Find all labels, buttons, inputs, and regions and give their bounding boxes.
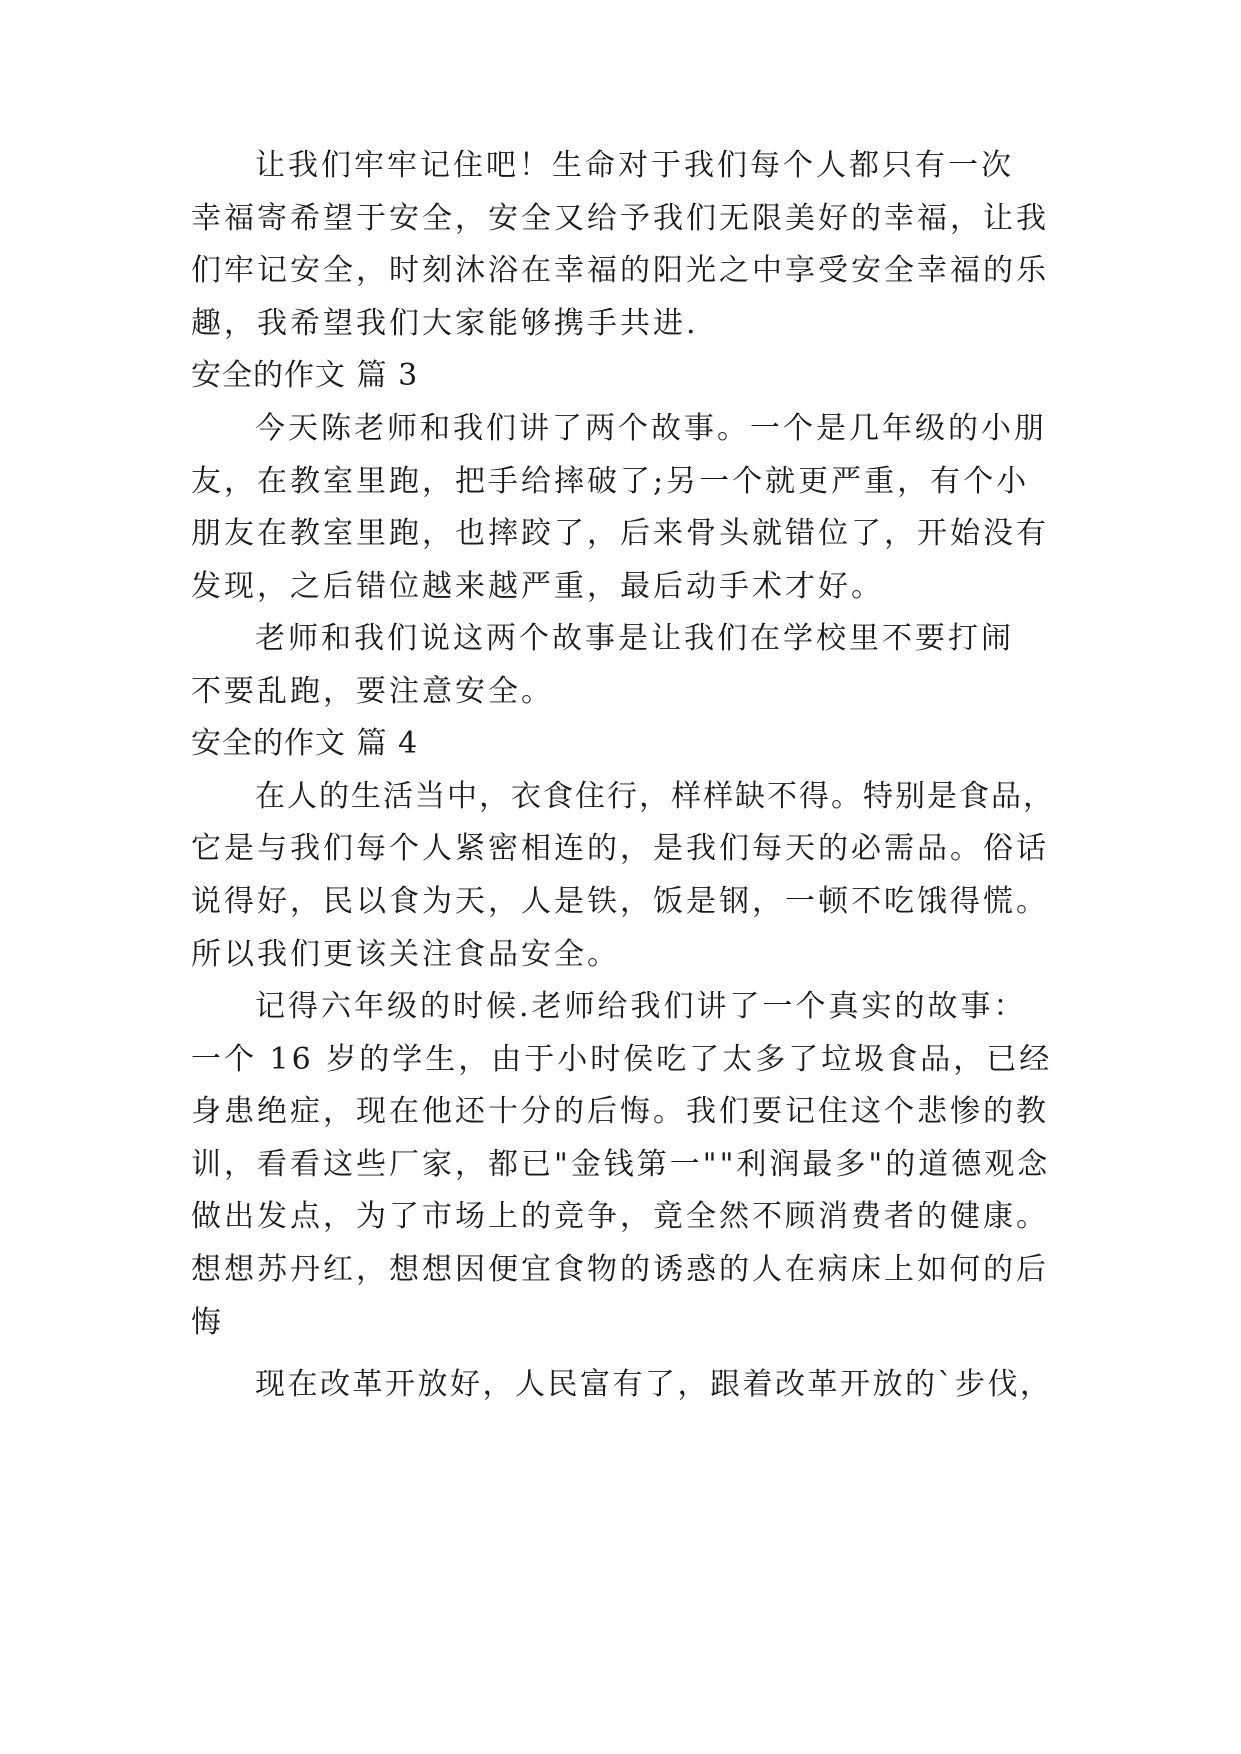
- paragraph-line: 朋友在教室里跑，也摔跤了，后来骨头就错位了，开始没有: [191, 516, 1049, 551]
- paragraph-line: 让我们牢牢记住吧！生命对于我们每个人都只有一次: [255, 148, 1014, 183]
- section-heading: 安全的作文 篇 4: [191, 726, 419, 761]
- paragraph-line: 趣，我希望我们大家能够携手共进.: [191, 306, 699, 341]
- paragraph-line: 今天陈老师和我们讲了两个故事。一个是几年级的小朋: [255, 411, 1047, 446]
- paragraph-line: 老师和我们说这两个故事是让我们在学校里不要打闹: [255, 621, 1014, 656]
- paragraph-line: 幸福寄希望于安全，安全又给予我们无限美好的幸福，让我: [191, 201, 1049, 236]
- paragraph-line: 做出发点，为了市场上的竞争，竟全然不顾消费者的健康。: [191, 1199, 1049, 1234]
- paragraph-line: 训，看看这些厂家，都已"金钱第一""利润最多"的道德观念: [191, 1147, 1051, 1182]
- paragraph-line: 所以我们更该关注食品安全。: [191, 937, 620, 972]
- paragraph-line: 发现，之后错位越来越严重，最后动手术才好。: [191, 569, 884, 604]
- paragraph-line: 想想苏丹红，想想因便宜食物的诱惑的人在病床上如何的后: [191, 1252, 1049, 1287]
- paragraph-line: 现在改革开放好，人民富有了，跟着改革开放的`步伐，: [255, 1367, 1053, 1402]
- paragraph-line: 一个 16 岁的学生，由于小时侯吃了太多了垃圾食品，已经: [191, 1042, 1053, 1077]
- paragraph-line: 友，在教室里跑，把手给摔破了;另一个就更严重，有个小: [191, 464, 1030, 499]
- paragraph-line: 说得好，民以食为天，人是铁，饭是钢，一顿不吃饿得慌。: [191, 884, 1049, 919]
- paragraph-line: 们牢记安全，时刻沐浴在幸福的阳光之中享受安全幸福的乐: [191, 253, 1049, 288]
- paragraph-line: 悔: [191, 1305, 224, 1340]
- paragraph-line: 它是与我们每个人紧密相连的，是我们每天的必需品。俗话: [191, 831, 1049, 866]
- paragraph-line: 身患绝症，现在他还十分的后悔。我们要记住这个悲惨的教: [191, 1094, 1049, 1129]
- paragraph-line: 不要乱跑，要注意安全。: [191, 674, 554, 709]
- section-heading: 安全的作文 篇 3: [191, 358, 419, 393]
- paragraph-line: 在人的生活当中，衣食住行，样样缺不得。特别是食品，: [255, 779, 1055, 814]
- paragraph-line: 记得六年级的时候.老师给我们讲了一个真实的故事：: [255, 989, 1027, 1024]
